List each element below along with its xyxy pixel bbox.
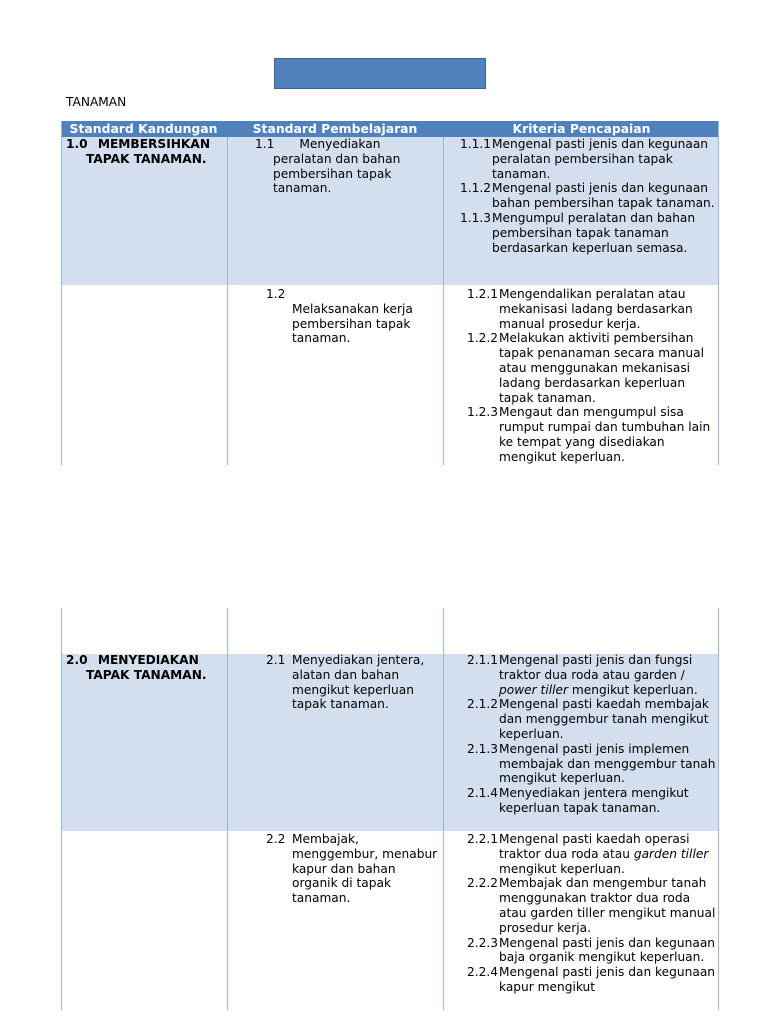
learning-standard-text (266, 287, 436, 346)
learning-standard-2-1 (266, 653, 441, 712)
criterion-text-part: mengikut keperluan. (499, 861, 625, 876)
content-standard-title: MENYEDIAKAN (97, 653, 199, 667)
learning-standard-text-inner: Menyediakan jentera, alatan dan bahan mengikut keperluan tapak tanaman. (292, 653, 425, 712)
grid-line (227, 608, 228, 1010)
criterion-text: Mengenal pasti jenis dan kegunaan kapur mengikut (499, 965, 716, 994)
criterion-number: 1.2.1 (467, 287, 499, 301)
criterion-text: Mengenal pasti jenis dan kegunaan baja organik mengikut keperluan. (499, 935, 716, 965)
grid-line (443, 137, 444, 465)
criterion-item (467, 832, 717, 876)
content-standard-title-cont: TAPAK TANAMAN. (86, 151, 207, 166)
criterion-number: 1.2.2 (467, 331, 499, 346)
criterion-text: Mengendalikan peralatan atau mekanisasi ladang berdasarkan manual prosedur kerja. (499, 287, 693, 331)
document-title-box (274, 58, 486, 89)
criterion-item (467, 287, 717, 331)
content-standard-title-cont: TAPAK TANAMAN. (86, 667, 207, 682)
learning-standard-text (266, 653, 441, 712)
criterion-item (467, 965, 717, 995)
criterion-text-italic: power tiller (499, 682, 568, 697)
grid-line (227, 137, 228, 465)
criterion-text-part: Mengenal pasti kaedah operasi traktor dua roda atau (499, 832, 690, 861)
criterion-item (460, 211, 715, 255)
criterion-text: Melakukan aktiviti pembersihan tapak penanaman secara manual atau menggunakan mekanisasi ladang berdasarkan keperluan tapak tanaman. (499, 331, 704, 405)
criterion-number: 1.1.1 (460, 137, 492, 151)
header-content-standard: Standard Kandungan (69, 121, 218, 136)
criterion-item (467, 697, 717, 741)
criterion-number: 1.1.3 (460, 210, 492, 225)
criterion-text: Mengenal pasti jenis dan kegunaan bahan pembersihan tapak tanaman. (492, 181, 715, 211)
criterion-number: 2.2.2 (467, 876, 499, 891)
criteria-list-1-2 (467, 287, 717, 465)
criterion-number: 2.1.2 (467, 697, 499, 712)
criterion-number: 2.1.4 (467, 786, 499, 801)
grid-line (718, 121, 719, 465)
criterion-number: 2.1.3 (467, 741, 499, 756)
criterion-item (460, 137, 715, 181)
criterion-text: Mengumpul peralatan dan bahan pembersihan tapak tanaman berdasarkan keperluan semasa. (492, 210, 696, 255)
criteria-list-2-1 (467, 653, 717, 816)
criterion-item (467, 876, 717, 935)
criterion-text: Mengaut dan mengumpul sisa rumput rumpai dan tumbuhan lain ke tempat yang disediakan mengikut keperluan. (499, 405, 711, 464)
content-standard-number: 1.0 (66, 137, 88, 151)
learning-standard-text-cont: peralatan dan bahan pembersihan tapak tanaman. (273, 151, 401, 196)
criterion-item (460, 181, 715, 211)
content-standard-title: MEMBERSIHKAN (97, 137, 211, 151)
learning-standard-text (266, 832, 441, 906)
learning-standard-text: Menyediakan (299, 137, 381, 151)
learning-standard-2-2 (266, 832, 441, 906)
criterion-text-part: mengikut keperluan. (568, 682, 698, 697)
section-label: TANAMAN (66, 95, 127, 109)
criterion-text: Mengenal pasti jenis implemen membajak dan menggembur tanah mengikut keperluan. (499, 741, 716, 786)
criterion-text: Mengenal pasti kaedah membajak dan menggembur tanah mengikut keperluan. (499, 697, 709, 741)
grid-line (718, 608, 719, 1010)
criterion-item (467, 936, 717, 966)
content-standard-number: 2.0 (66, 653, 88, 667)
grid-line (61, 121, 62, 465)
grid-line (61, 608, 62, 1010)
table-header (61, 121, 719, 137)
criterion-text (467, 653, 717, 697)
learning-standard-number: 1.2 (266, 287, 286, 301)
learning-standard-text-inner: Melaksanakan kerja pembersihan tapak tanaman. (292, 301, 413, 346)
content-standard-2 (66, 653, 224, 683)
criterion-item (467, 653, 717, 697)
criterion-number: 1.1.2 (460, 181, 492, 196)
criterion-number: 2.1.1 (467, 653, 499, 667)
learning-standard-text-inner: Membajak, menggembur, menabur kapur dan bahan organik di tapak tanaman. (292, 832, 438, 906)
criterion-text-italic: garden tiller (633, 846, 709, 861)
criterion-number: 1.2.3 (467, 405, 499, 420)
criterion-item (467, 331, 717, 405)
criterion-number: 2.2.4 (467, 965, 499, 980)
learning-standard-1-2 (266, 287, 436, 346)
criterion-text: Mengenal pasti jenis dan kegunaan peralatan pembersihan tapak tanaman. (492, 137, 709, 181)
criterion-text: Membajak dan mengembur tanah menggunakan traktor dua roda atau garden tiller mengikut manual prosedur kerja. (499, 876, 716, 935)
learning-standard-number: 1.1 (255, 137, 275, 151)
criterion-number: 2.2.1 (467, 832, 499, 846)
header-performance-criteria: Kriteria Pencapaian (512, 121, 651, 136)
criterion-number: 2.2.3 (467, 935, 499, 950)
header-learning-standard: Standard Pembelajaran (252, 121, 418, 136)
criterion-text (467, 832, 717, 876)
criterion-item (467, 742, 717, 786)
criterion-item (467, 786, 717, 816)
learning-standard-number: 2.2 (266, 832, 286, 846)
learning-standard-1-1 (255, 137, 440, 196)
grid-line (443, 608, 444, 1010)
criterion-text-part: Mengenal pasti jenis dan fungsi traktor dua roda atau garden / (499, 653, 693, 682)
criterion-text: Menyediakan jentera mengikut keperluan tapak tanaman. (499, 786, 689, 815)
criteria-list-2-2 (467, 832, 717, 995)
criterion-item (467, 405, 717, 464)
criteria-list-1-1 (460, 137, 715, 255)
learning-standard-number: 2.1 (266, 653, 286, 667)
content-standard-1 (66, 137, 224, 167)
